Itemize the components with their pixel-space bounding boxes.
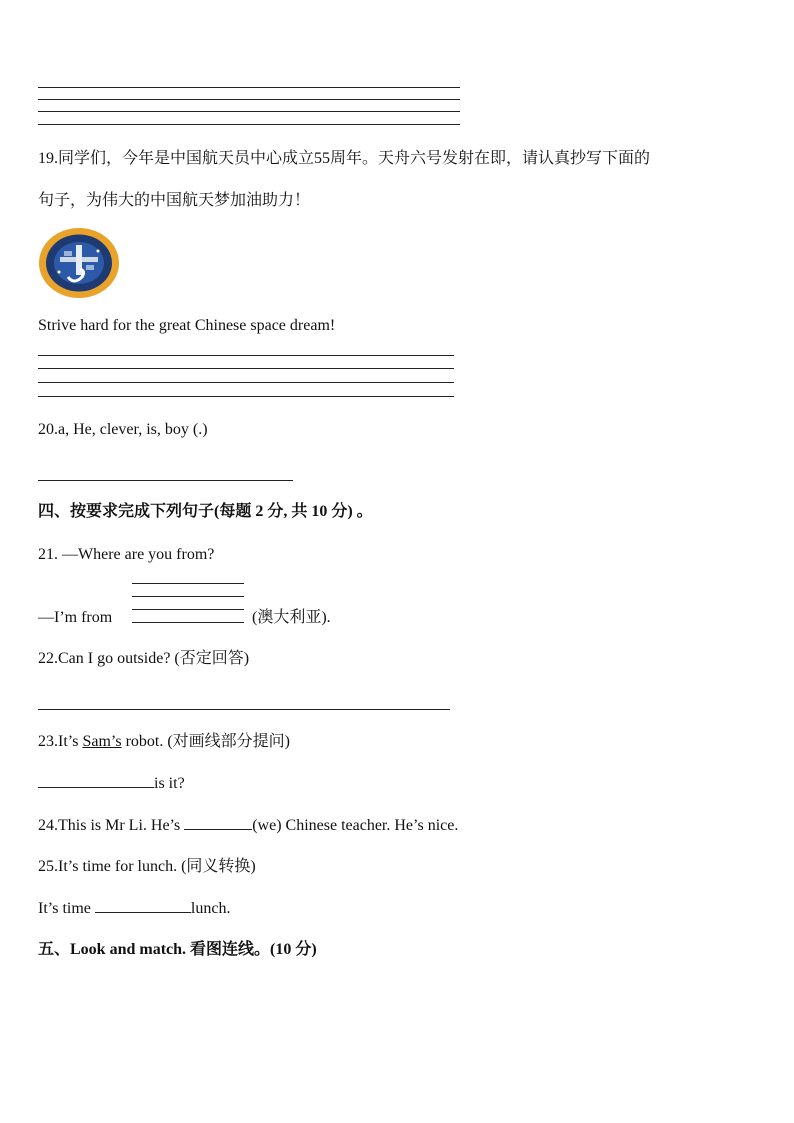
writing-line[interactable] bbox=[38, 87, 460, 88]
q24-suffix: (we) Chinese teacher. He’s nice. bbox=[252, 817, 459, 834]
q23-answer bbox=[38, 773, 185, 794]
writing-line[interactable] bbox=[38, 368, 454, 369]
answer-line[interactable] bbox=[38, 709, 450, 710]
answer-blank[interactable] bbox=[38, 773, 154, 788]
q25-answer-suffix: lunch. bbox=[190, 900, 231, 917]
answer-line[interactable] bbox=[132, 583, 244, 584]
writing-line[interactable] bbox=[38, 382, 454, 383]
q25-text: 25.It’s time for lunch. (同义转换) bbox=[38, 858, 256, 875]
q19-line2: 句子，为伟大的中国航天梦加油助力！ bbox=[38, 192, 311, 209]
answer-line[interactable] bbox=[132, 609, 244, 610]
q23-prefix: 23.It’s bbox=[38, 733, 83, 750]
q21-answer-hint: (澳大利亚). bbox=[252, 609, 331, 626]
writing-line[interactable] bbox=[38, 396, 454, 397]
q19-line1: 19.同学们，今年是中国航天员中心成立55周年。天舟六号发射在即，请认真抄写下面的 bbox=[38, 150, 651, 167]
section5-title: 五、Look and match. 看图连线。(10 分) bbox=[38, 941, 317, 958]
answer-line[interactable] bbox=[132, 596, 244, 597]
answer-blank[interactable] bbox=[95, 898, 191, 913]
writing-line[interactable] bbox=[38, 99, 460, 100]
answer-line[interactable] bbox=[38, 480, 293, 481]
q23-underlined: Sam’s bbox=[82, 733, 122, 750]
q21-answer-prefix: —I’m from bbox=[38, 609, 113, 626]
q25-answer-prefix: It’s time bbox=[38, 900, 95, 917]
q23-text bbox=[38, 732, 290, 752]
q21-prompt: 21. —Where are you from? bbox=[38, 546, 215, 563]
q19-sentence: Strive hard for the great Chinese space dream! bbox=[38, 317, 336, 334]
q25-answer bbox=[38, 898, 230, 919]
q20-text: 20.a, He, clever, is, boy (.) bbox=[38, 421, 208, 438]
section4-title: 四、按要求完成下列句子(每题 2 分, 共 10 分) 。 bbox=[38, 503, 373, 520]
q24-prefix: 24.This is Mr Li. He’s bbox=[38, 817, 185, 834]
q24-text bbox=[38, 815, 458, 836]
q23-suffix: robot. (对画线部分提问) bbox=[121, 733, 291, 750]
q23-answer-suffix: is it? bbox=[154, 775, 185, 792]
writing-line[interactable] bbox=[38, 355, 454, 356]
writing-line[interactable] bbox=[38, 111, 460, 112]
q22-text: 22.Can I go outside? (否定回答) bbox=[38, 650, 250, 667]
answer-blank[interactable] bbox=[184, 815, 252, 830]
writing-line[interactable] bbox=[38, 124, 460, 125]
answer-line[interactable] bbox=[132, 622, 244, 623]
tianzhou-mission-badge-icon bbox=[38, 227, 120, 299]
